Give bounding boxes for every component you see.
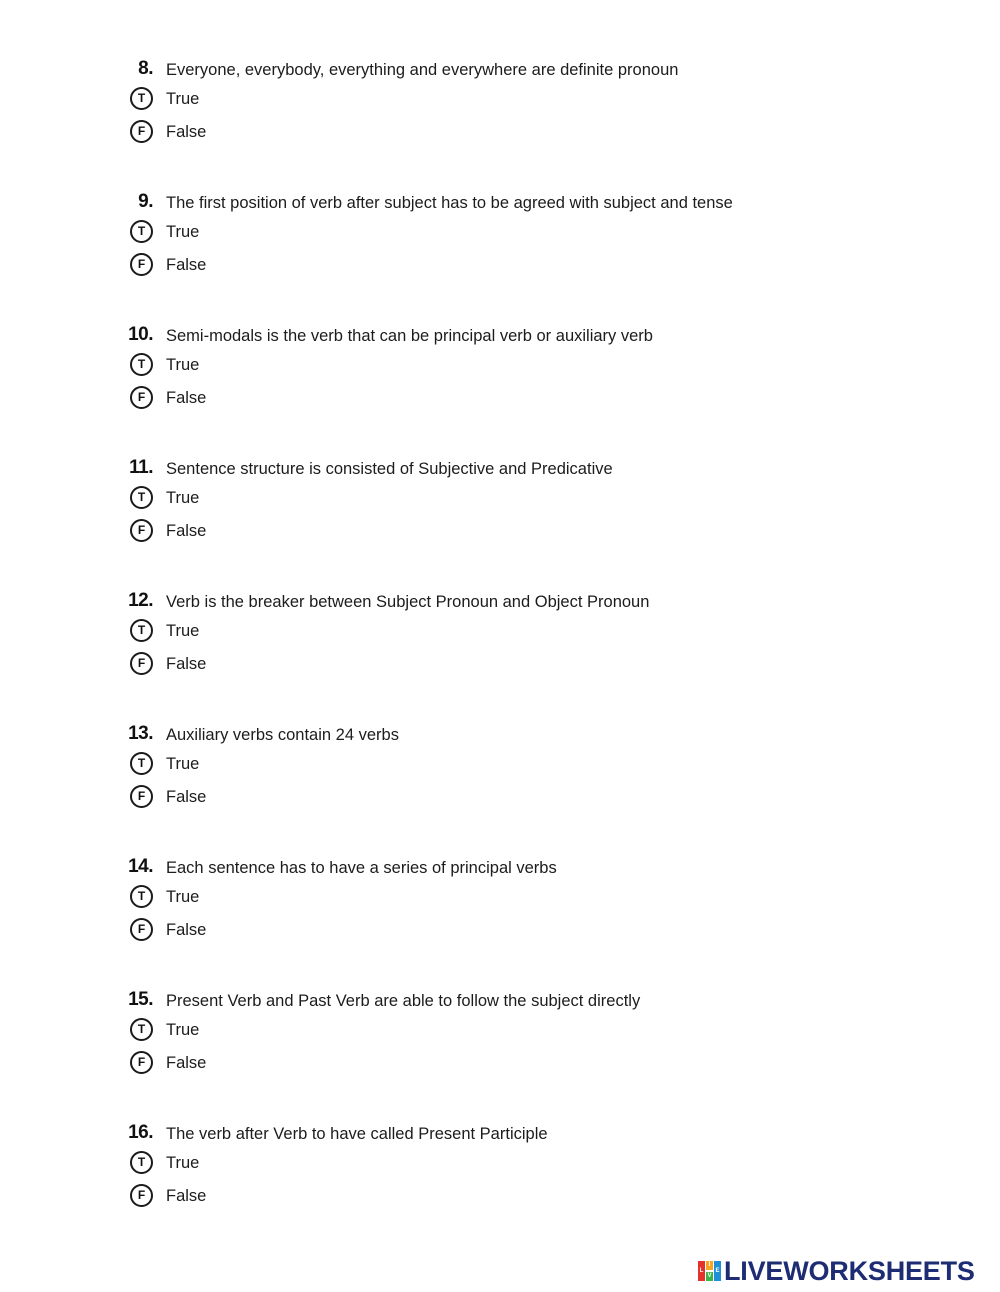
- question-number: 15.: [128, 989, 153, 1010]
- option-label: False: [166, 522, 207, 540]
- option-true[interactable]: [130, 1018, 270, 1044]
- question-number: 12.: [128, 590, 153, 611]
- option-true[interactable]: [130, 1151, 270, 1177]
- question-16: [0, 1074, 1000, 1205]
- question-number: 16.: [128, 1122, 153, 1143]
- logo-block-e: E: [714, 1261, 721, 1281]
- logo-blocks-icon: [698, 1261, 722, 1281]
- question-text: Present Verb and Past Verb are able to follow the subject directly: [166, 992, 641, 1010]
- option-true[interactable]: [130, 486, 270, 512]
- option-label: True: [166, 755, 200, 773]
- question-text: The first position of verb after subject has to be agreed with subject and tense: [166, 194, 733, 212]
- question-text: Auxiliary verbs contain 24 verbs: [166, 726, 399, 744]
- option-true[interactable]: [130, 619, 270, 645]
- option-letter-circle[interactable]: T: [130, 220, 153, 243]
- option-label: False: [166, 788, 207, 806]
- option-true[interactable]: [130, 220, 270, 246]
- option-letter-circle[interactable]: F: [130, 386, 153, 409]
- option-letter-circle[interactable]: F: [130, 253, 153, 276]
- option-label: True: [166, 888, 200, 906]
- liveworksheets-logo[interactable]: [698, 1257, 998, 1287]
- question-text: Everyone, everybody, everything and everywhere are definite pronoun: [166, 61, 679, 79]
- question-number: 13.: [128, 723, 153, 744]
- option-label: False: [166, 389, 207, 407]
- option-label: True: [166, 1021, 200, 1039]
- option-letter-circle[interactable]: T: [130, 486, 153, 509]
- option-letter-circle[interactable]: F: [130, 785, 153, 808]
- option-letter-circle[interactable]: F: [130, 1051, 153, 1074]
- option-label: True: [166, 90, 200, 108]
- option-letter-circle[interactable]: T: [130, 1018, 153, 1041]
- logo-block-i: I: [706, 1261, 713, 1270]
- question-text: Semi-modals is the verb that can be principal verb or auxiliary verb: [166, 327, 653, 345]
- option-false[interactable]: [130, 1184, 270, 1210]
- option-letter-circle[interactable]: T: [130, 87, 153, 110]
- question-11: [0, 409, 1000, 540]
- question-13: [0, 675, 1000, 806]
- option-label: True: [166, 489, 200, 507]
- option-true[interactable]: [130, 885, 270, 911]
- option-label: True: [166, 622, 200, 640]
- question-text: Verb is the breaker between Subject Pronoun and Object Pronoun: [166, 593, 650, 611]
- option-letter-circle[interactable]: T: [130, 885, 153, 908]
- option-letter-circle[interactable]: T: [130, 752, 153, 775]
- question-text: Sentence structure is consisted of Subjective and Predicative: [166, 460, 613, 478]
- option-letter-circle[interactable]: T: [130, 619, 153, 642]
- question-text: Each sentence has to have a series of principal verbs: [166, 859, 557, 877]
- question-text: The verb after Verb to have called Present Participle: [166, 1125, 548, 1143]
- option-letter-circle[interactable]: F: [130, 120, 153, 143]
- question-9: [0, 143, 1000, 274]
- option-label: False: [166, 1187, 207, 1205]
- option-label: True: [166, 223, 200, 241]
- option-label: False: [166, 256, 207, 274]
- option-label: True: [166, 1154, 200, 1172]
- option-true[interactable]: [130, 752, 270, 778]
- option-label: False: [166, 1054, 207, 1072]
- option-label: False: [166, 921, 207, 939]
- question-number: 10.: [128, 324, 153, 345]
- option-letter-circle[interactable]: T: [130, 1151, 153, 1174]
- option-letter-circle[interactable]: T: [130, 353, 153, 376]
- question-15: [0, 941, 1000, 1072]
- option-label: False: [166, 123, 207, 141]
- option-letter-circle[interactable]: F: [130, 1184, 153, 1207]
- option-label: True: [166, 356, 200, 374]
- question-number: 14.: [128, 856, 153, 877]
- question-number: 8.: [138, 58, 153, 79]
- logo-block-v: V: [707, 1273, 712, 1279]
- question-number: 9.: [138, 191, 153, 212]
- question-number: 11.: [129, 457, 153, 478]
- logo-block-l: L: [698, 1261, 705, 1281]
- option-true[interactable]: [130, 87, 270, 113]
- option-letter-circle[interactable]: F: [130, 519, 153, 542]
- logo-text: LIVEWORKSHEETS: [724, 1256, 975, 1286]
- option-label: False: [166, 655, 207, 673]
- question-14: [0, 808, 1000, 939]
- question-10: [0, 276, 1000, 407]
- question-8: [0, 10, 1000, 141]
- option-letter-circle[interactable]: F: [130, 918, 153, 941]
- option-letter-circle[interactable]: F: [130, 652, 153, 675]
- question-12: [0, 542, 1000, 673]
- option-true[interactable]: [130, 353, 270, 379]
